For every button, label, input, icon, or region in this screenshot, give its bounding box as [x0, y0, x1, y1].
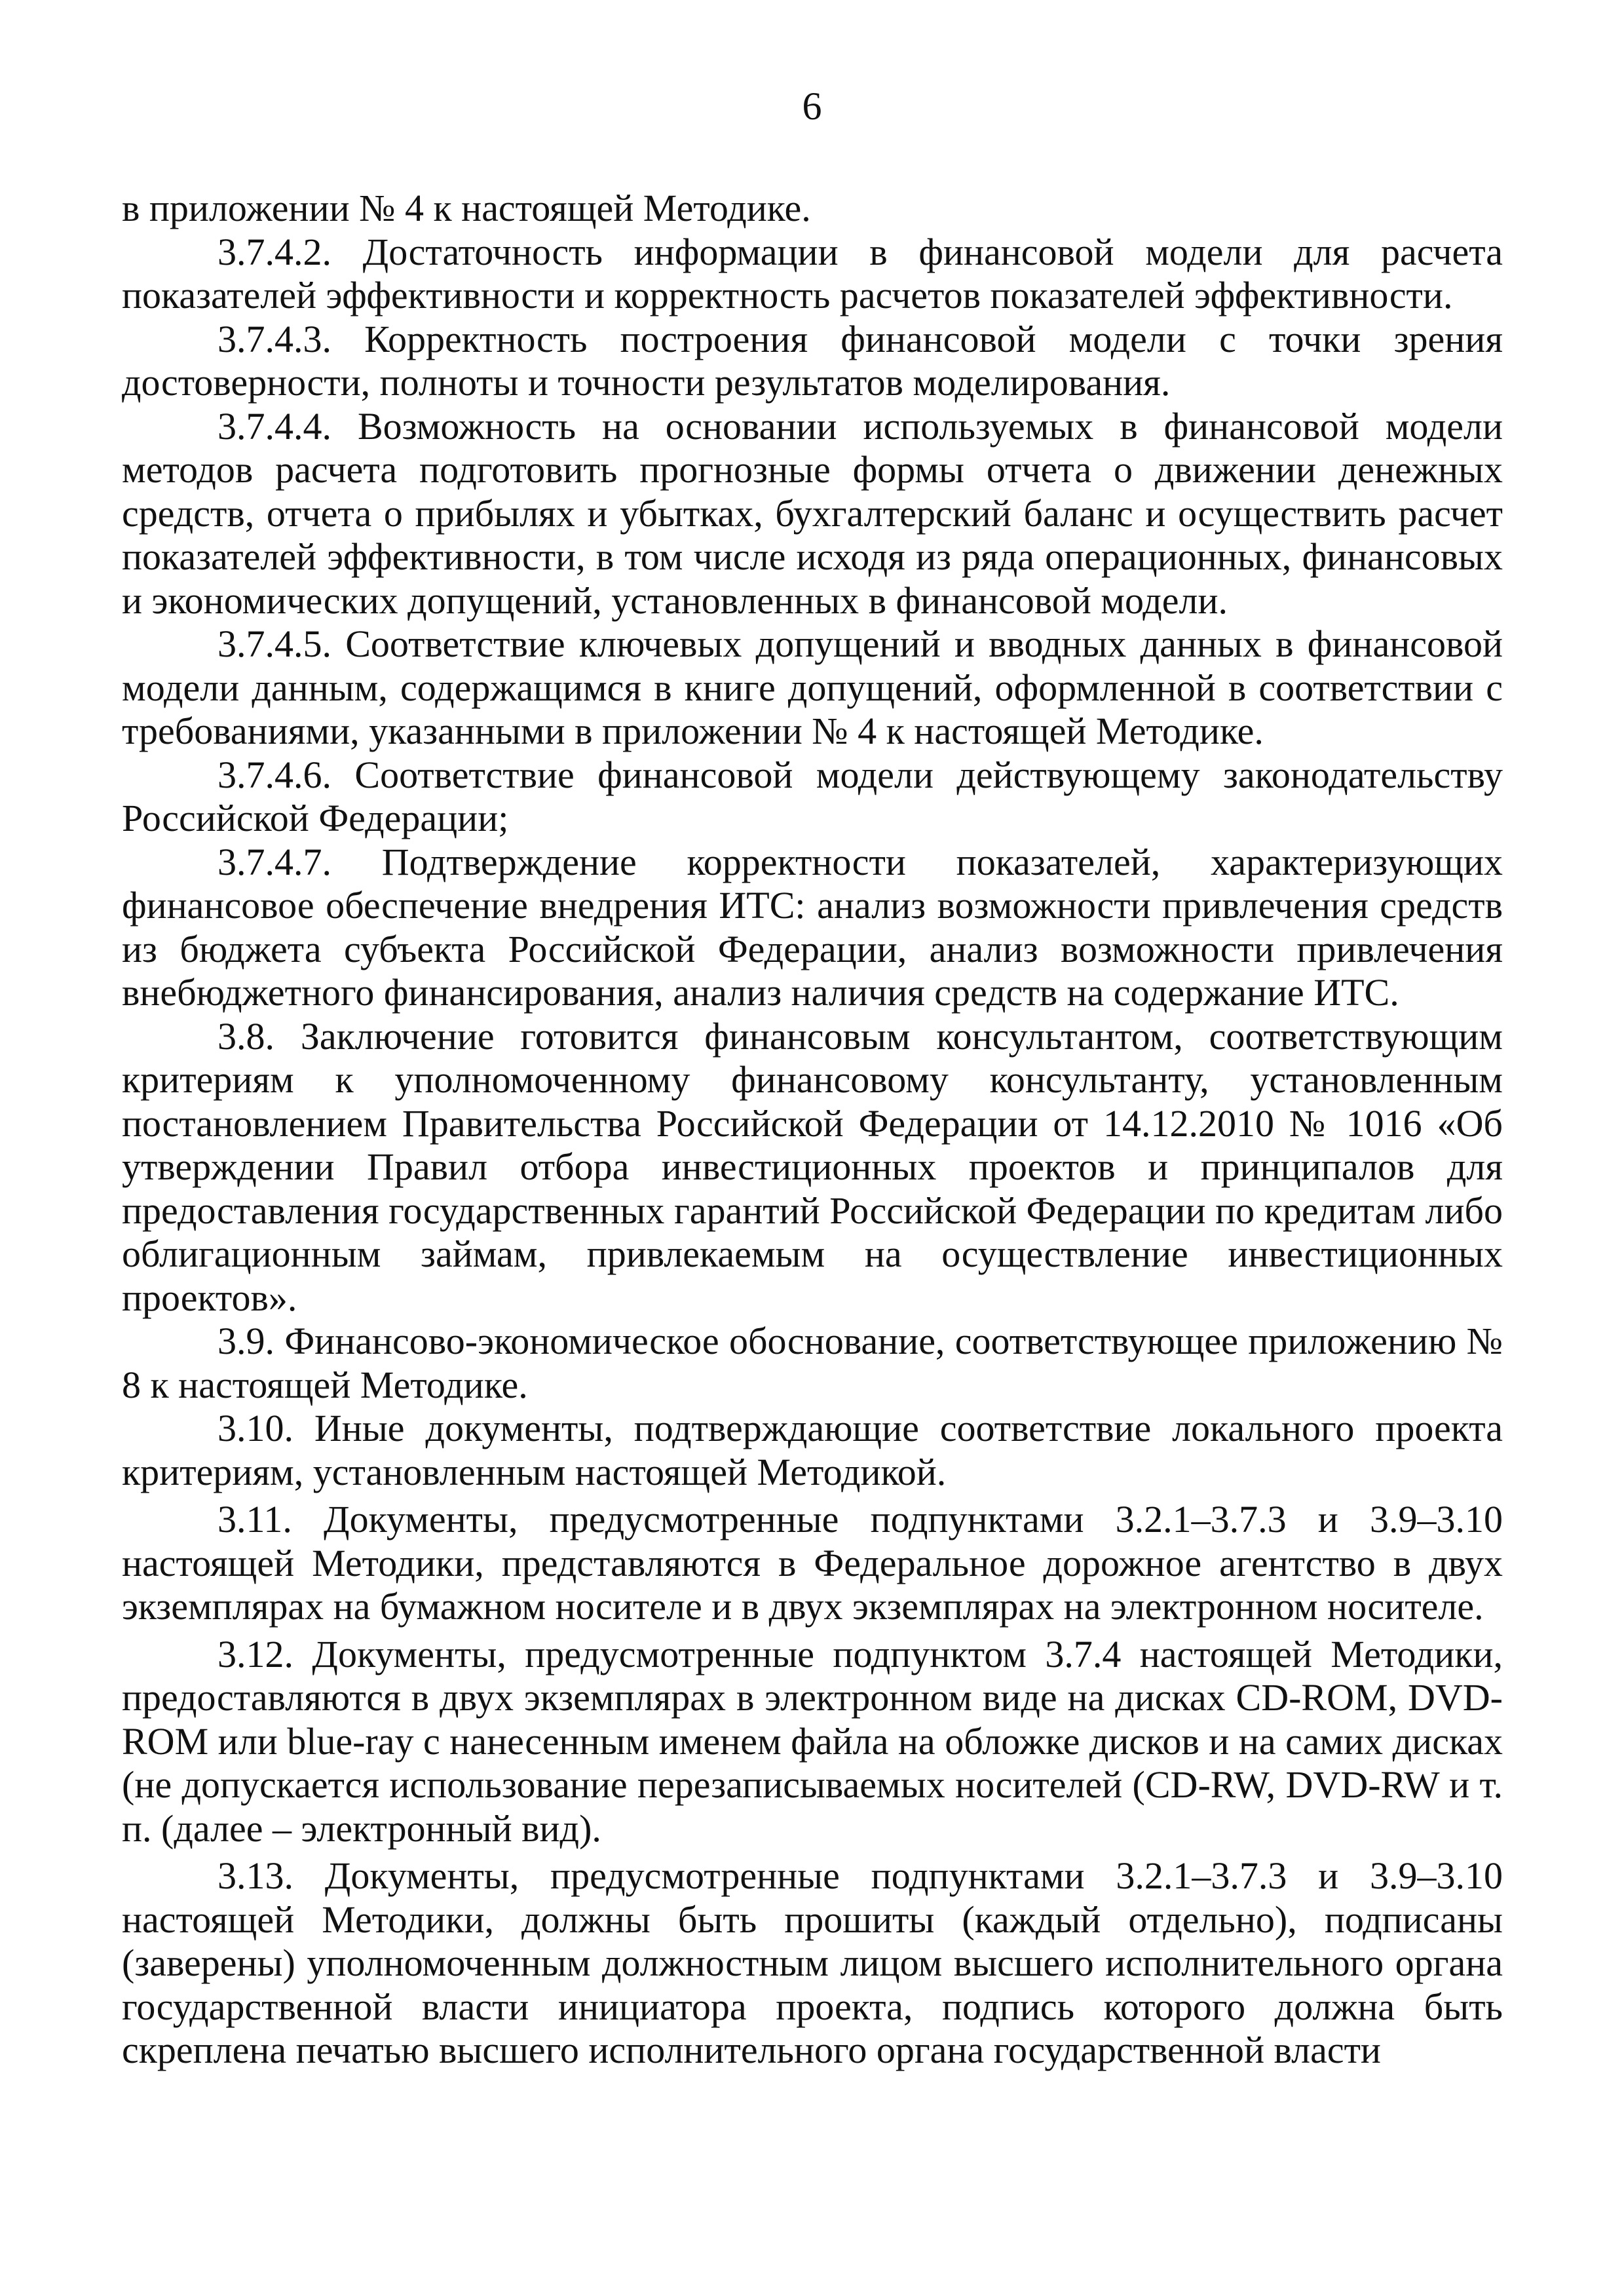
- paragraph-3-12: 3.12. Документы, предусмотренные подпунктом 3.7.4 настоящей Методики, предоставляются в двух экземплярах в электронном виде на дисках CD-ROM, DVD-ROM или blue-ray с нанесенным именем файла на обложке дисков и на самих дисках (не допускается использование перезаписываемых носителей (CD-RW, DVD-RW и т. п. (далее – электронный вид).: [122, 1632, 1503, 1850]
- paragraph-3-10: 3.10. Иные документы, подтверждающие соответствие локального проекта критериям, установленным настоящей Методикой.: [122, 1407, 1503, 1493]
- paragraph-3-8: 3.8. Заключение готовится финансовым консультантом, соответствующим критериям к уполномоченному финансовому консультанту, установленным постановлением Правительства Российской Федерации от 14.12.2010 № 1016 «Об утверждении Правил отбора инвестиционных проектов и принципалов для предоставления государственных гарантий Российской Федерации по кредитам либо облигационным займам, привлекаемым на осуществление инвестиционных проектов».: [122, 1014, 1503, 1319]
- paragraph-3-7-4-3: 3.7.4.3. Корректность построения финансовой модели с точки зрения достоверности, полноты и точности результатов моделирования.: [122, 317, 1503, 404]
- paragraph-3-9: 3.9. Финансово-экономическое обоснование, соответствующее приложению № 8 к настоящей Методике.: [122, 1320, 1503, 1406]
- paragraph-3-7-4-5: 3.7.4.5. Соответствие ключевых допущений и вводных данных в финансовой модели данным, содержащимся в книге допущений, оформленной в соответствии с требованиями, указанными в приложении № 4 к настоящей Методике.: [122, 622, 1503, 752]
- paragraph-3-7-4-2: 3.7.4.2. Достаточность информации в финансовой модели для расчета показателей эффективности и корректность расчетов показателей эффективности.: [122, 230, 1503, 316]
- paragraph-3-11: 3.11. Документы, предусмотренные подпунктами 3.2.1–3.7.3 и 3.9–3.10 настоящей Методики, представляются в Федеральное дорожное агентство в двух экземплярах на бумажном носителе и в двух экземплярах на электронном носителе.: [122, 1498, 1503, 1628]
- paragraph-3-7-4-6: 3.7.4.6. Соответствие финансовой модели действующему законодательству Российской Федерации;: [122, 753, 1503, 839]
- paragraph-3-7-4-7: 3.7.4.7. Подтверждение корректности показателей, характеризующих финансовое обеспечение внедрения ИТС: анализ возможности привлечения средств из бюджета субъекта Российской Федерации, анализ возможности привлечения внебюджетного финансирования, анализ наличия средств на содержание ИТС.: [122, 840, 1503, 1014]
- page-number: 6: [802, 85, 822, 128]
- paragraph-continuation: в приложении № 4 к настоящей Методике.: [122, 187, 811, 229]
- document-body: [122, 187, 1503, 2073]
- paragraph-3-13: 3.13. Документы, предусмотренные подпунктами 3.2.1–3.7.3 и 3.9–3.10 настоящей Методики, должны быть прошиты (каждый отдельно), подписаны (заверены) уполномоченным должностным лицом высшего исполнительного органа государственной власти инициатора проекта, подпись которого должна быть скреплена печатью высшего исполнительного органа государственной власти: [122, 1854, 1503, 2071]
- paragraph-3-7-4-4: 3.7.4.4. Возможность на основании используемых в финансовой модели методов расчета подготовить прогнозные формы отчета о движении денежных средств, отчета о прибылях и убытках, бухгалтерский баланс и осуществить расчет показателей эффективности, в том числе исходя из ряда операционных, финансовых и экономических допущений, установленных в финансовой модели.: [122, 404, 1503, 622]
